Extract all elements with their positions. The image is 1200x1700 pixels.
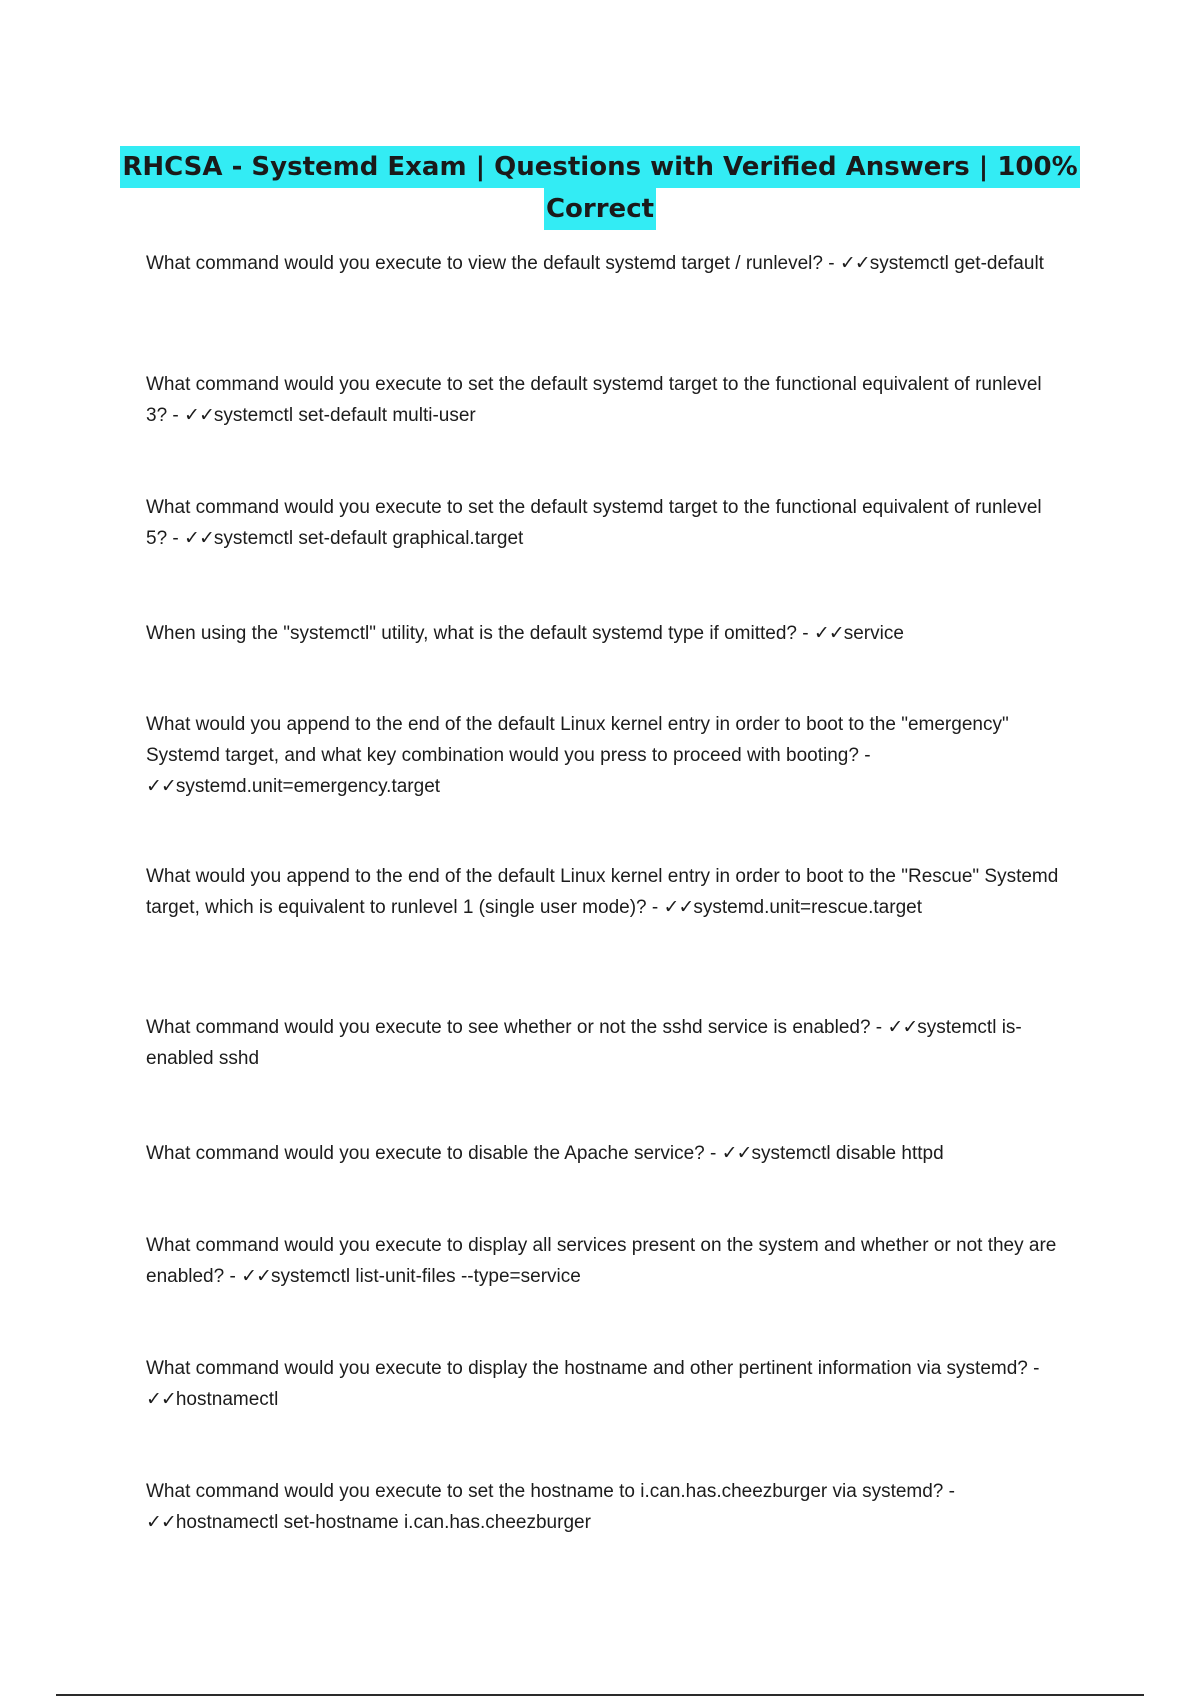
answer-text: systemctl disable httpd xyxy=(751,1143,944,1164)
qa-item-1 xyxy=(146,248,1062,279)
qa-item-7 xyxy=(146,1012,1062,1074)
answer-text: hostnamectl xyxy=(175,1389,279,1410)
double-check-icon: ✓✓ xyxy=(146,1512,176,1533)
answer-text: hostnamectl set-hostname i.can.has.cheezburger xyxy=(175,1512,591,1533)
answer-text: service xyxy=(843,623,904,644)
answer-separator: - xyxy=(646,897,664,918)
answer-separator: - xyxy=(1027,1358,1040,1379)
document-title xyxy=(0,146,1200,230)
answer-text: systemctl set-default graphical.target xyxy=(213,528,524,549)
question-text: What command would you execute to display the hostname and other pertinent information via systemd? xyxy=(146,1358,1028,1379)
answer-separator: - xyxy=(858,745,871,766)
answer-separator: - xyxy=(796,623,814,644)
question-text: What would you append to the end of the default Linux kernel entry in order to boot to the "emergency" Systemd target, and what key combination would you press to proceed with booting? xyxy=(146,714,1009,766)
qa-item-11 xyxy=(146,1476,1062,1538)
question-text: What command would you execute to disable the Apache service? xyxy=(146,1143,705,1164)
qa-item-8 xyxy=(146,1138,1062,1169)
answer-text: systemd.unit=emergency.target xyxy=(175,776,441,797)
answer-separator: - xyxy=(167,528,185,549)
answer-separator: - xyxy=(167,405,185,426)
qa-item-6 xyxy=(146,861,1062,923)
double-check-icon: ✓✓ xyxy=(813,623,844,644)
qa-item-10 xyxy=(146,1353,1062,1415)
double-check-icon: ✓✓ xyxy=(721,1143,752,1164)
question-text: When using the "systemctl" utility, what is the default systemd type if omitted? xyxy=(146,623,797,644)
answer-text: systemctl list-unit-files --type=service xyxy=(270,1266,581,1287)
qa-item-5 xyxy=(146,709,1062,802)
question-text: What command would you execute to set the default systemd target to the functional equivalent of runlevel 5? xyxy=(146,497,1042,549)
double-check-icon: ✓✓ xyxy=(241,1266,271,1287)
question-text: What command would you execute to display all services present on the system and whether or not they are enabled? xyxy=(146,1235,1057,1287)
title-line-1: RHCSA - Systemd Exam | Questions with Verified Answers | 100% xyxy=(120,146,1079,188)
page-bottom-divider xyxy=(56,1694,1144,1696)
question-text: What command would you execute to set the hostname to i.can.has.cheezburger via systemd? xyxy=(146,1481,944,1502)
double-check-icon: ✓✓ xyxy=(184,528,214,549)
double-check-icon: ✓✓ xyxy=(146,776,176,797)
question-text: What would you append to the end of the default Linux kernel entry in order to boot to the "Rescue" Systemd target, which is equivalent to runlevel 1 (single user mode)? xyxy=(146,866,1059,918)
answer-separator: - xyxy=(224,1266,242,1287)
qa-item-9 xyxy=(146,1230,1062,1292)
answer-text: systemctl set-default multi-user xyxy=(213,405,476,426)
answer-separator: - xyxy=(704,1143,722,1164)
question-text: What command would you execute to set the default systemd target to the functional equivalent of runlevel 3? xyxy=(146,374,1042,426)
title-line-2: Correct xyxy=(544,188,656,230)
qa-item-2 xyxy=(146,369,1062,431)
answer-text: systemctl is-enabled sshd xyxy=(146,1017,1022,1069)
double-check-icon: ✓✓ xyxy=(887,1017,918,1038)
answer-text: systemd.unit=rescue.target xyxy=(693,897,922,918)
double-check-icon: ✓✓ xyxy=(839,253,870,274)
double-check-icon: ✓✓ xyxy=(663,897,694,918)
answer-text: systemctl get-default xyxy=(869,253,1044,274)
question-text: What command would you execute to see whether or not the sshd service is enabled? xyxy=(146,1017,871,1038)
answer-separator: - xyxy=(943,1481,955,1502)
answer-separator: - xyxy=(870,1017,888,1038)
double-check-icon: ✓✓ xyxy=(146,1389,176,1410)
question-text: What command would you execute to view the default systemd target / runlevel? xyxy=(146,253,823,274)
qa-item-3 xyxy=(146,492,1062,554)
double-check-icon: ✓✓ xyxy=(184,405,214,426)
qa-item-4 xyxy=(146,618,1062,649)
answer-separator: - xyxy=(822,253,840,274)
